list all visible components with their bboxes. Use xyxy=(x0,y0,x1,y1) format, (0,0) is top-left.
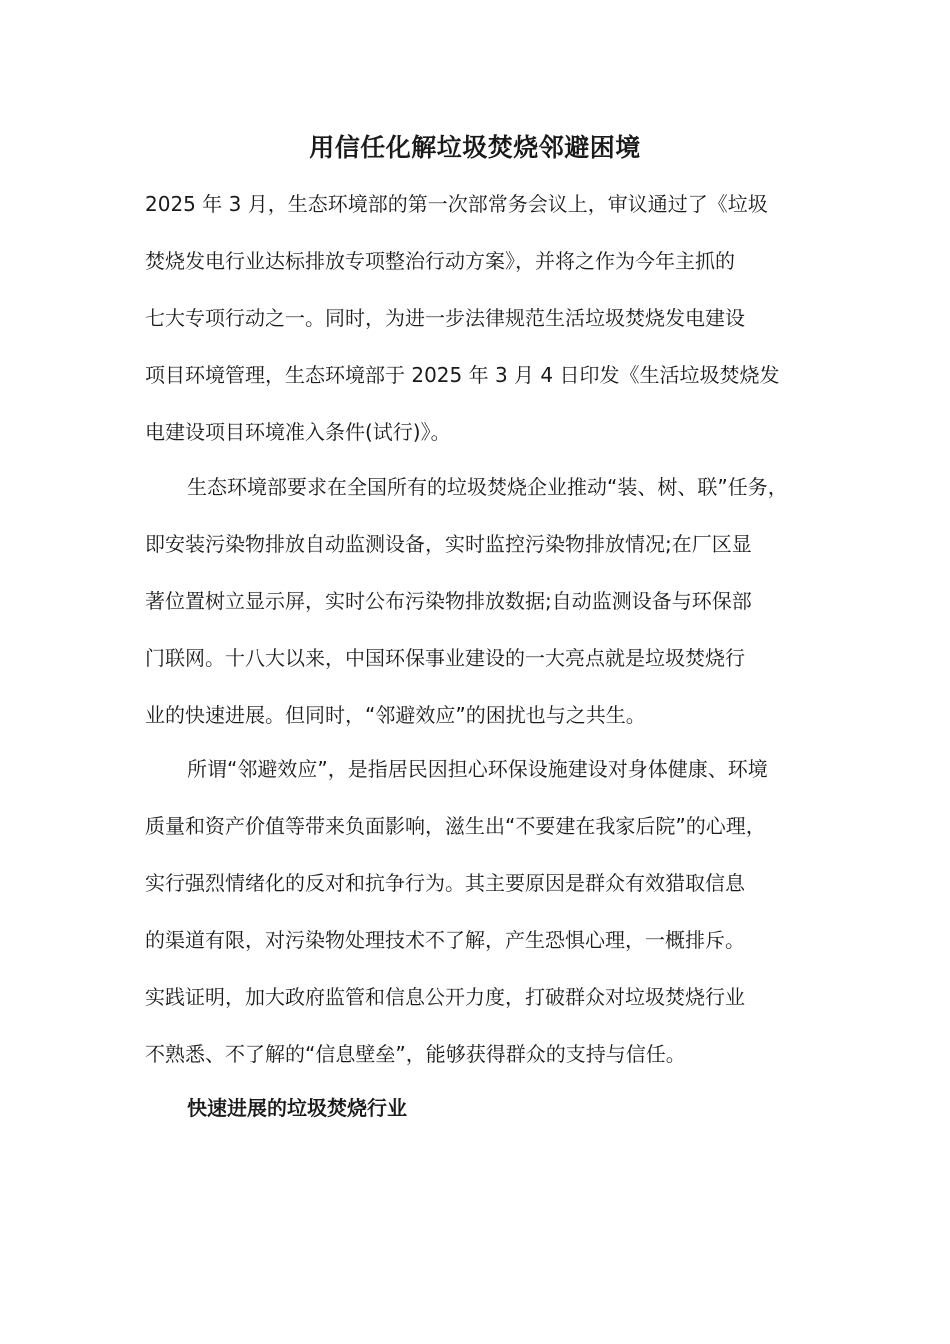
paragraph-2-line-3: 著位置树立显示屏，实时公布污染物排放数据;自动监测设备与环保部 xyxy=(145,589,752,613)
paragraph-1-line-1: 2025 年 3 月，生态环境部的第一次部常务会议上，审议通过了《垃圾 xyxy=(145,192,768,216)
section-heading: 快速进展的垃圾焚烧行业 xyxy=(187,1096,407,1120)
paragraph-1-line-5: 电建设项目环境准入条件(试行)》。 xyxy=(145,420,451,444)
paragraph-2-line-4: 门联网。十八大以来，中国环保事业建设的一大亮点就是垃圾焚烧行 xyxy=(145,646,745,670)
paragraph-1-line-4: 项目环境管理，生态环境部于 2025 年 3 月 4 日印发《生活垃圾焚烧发 xyxy=(145,363,780,387)
paragraph-3-line-6: 不熟悉、不了解的“信息壁垒”，能够获得群众的支持与信任。 xyxy=(145,1042,686,1066)
paragraph-3-line-5: 实践证明，加大政府监管和信息公开力度，打破群众对垃圾焚烧行业 xyxy=(145,985,745,1009)
paragraph-2-line-2: 即安装污染物排放自动监测设备，实时监控污染物排放情况;在厂区显 xyxy=(145,532,752,556)
paragraph-3-line-3: 实行强烈情绪化的反对和抗争行为。其主要原因是群众有效猎取信息 xyxy=(145,871,745,895)
paragraph-1-line-3: 七大专项行动之一。同时，为进一步法律规范生活垃圾焚烧发电建设 xyxy=(145,306,745,330)
document-title: 用信任化解垃圾焚烧邻避困境 xyxy=(309,133,641,162)
paragraph-3-line-4: 的渠道有限，对污染物处理技术不了解，产生恐惧心理，一概排斥。 xyxy=(145,928,745,952)
paragraph-2-line-5: 业的快速进展。但同时，“邻避效应”的困扰也与之共生。 xyxy=(145,703,646,727)
paragraph-1-line-2: 焚烧发电行业达标排放专项整治行动方案》，并将之作为今年主抓的 xyxy=(145,249,735,273)
paragraph-3-line-2: 质量和资产价值等带来负面影响，滋生出“不要建在我家后院”的心理， xyxy=(145,814,766,838)
paragraph-3-line-1: 所谓“邻避效应”，是指居民因担心环保设施建设对身体健康、环境 xyxy=(187,757,768,781)
paragraph-2-line-1: 生态环境部要求在全国所有的垃圾焚烧企业推动“装、树、联”任务， xyxy=(187,475,788,499)
